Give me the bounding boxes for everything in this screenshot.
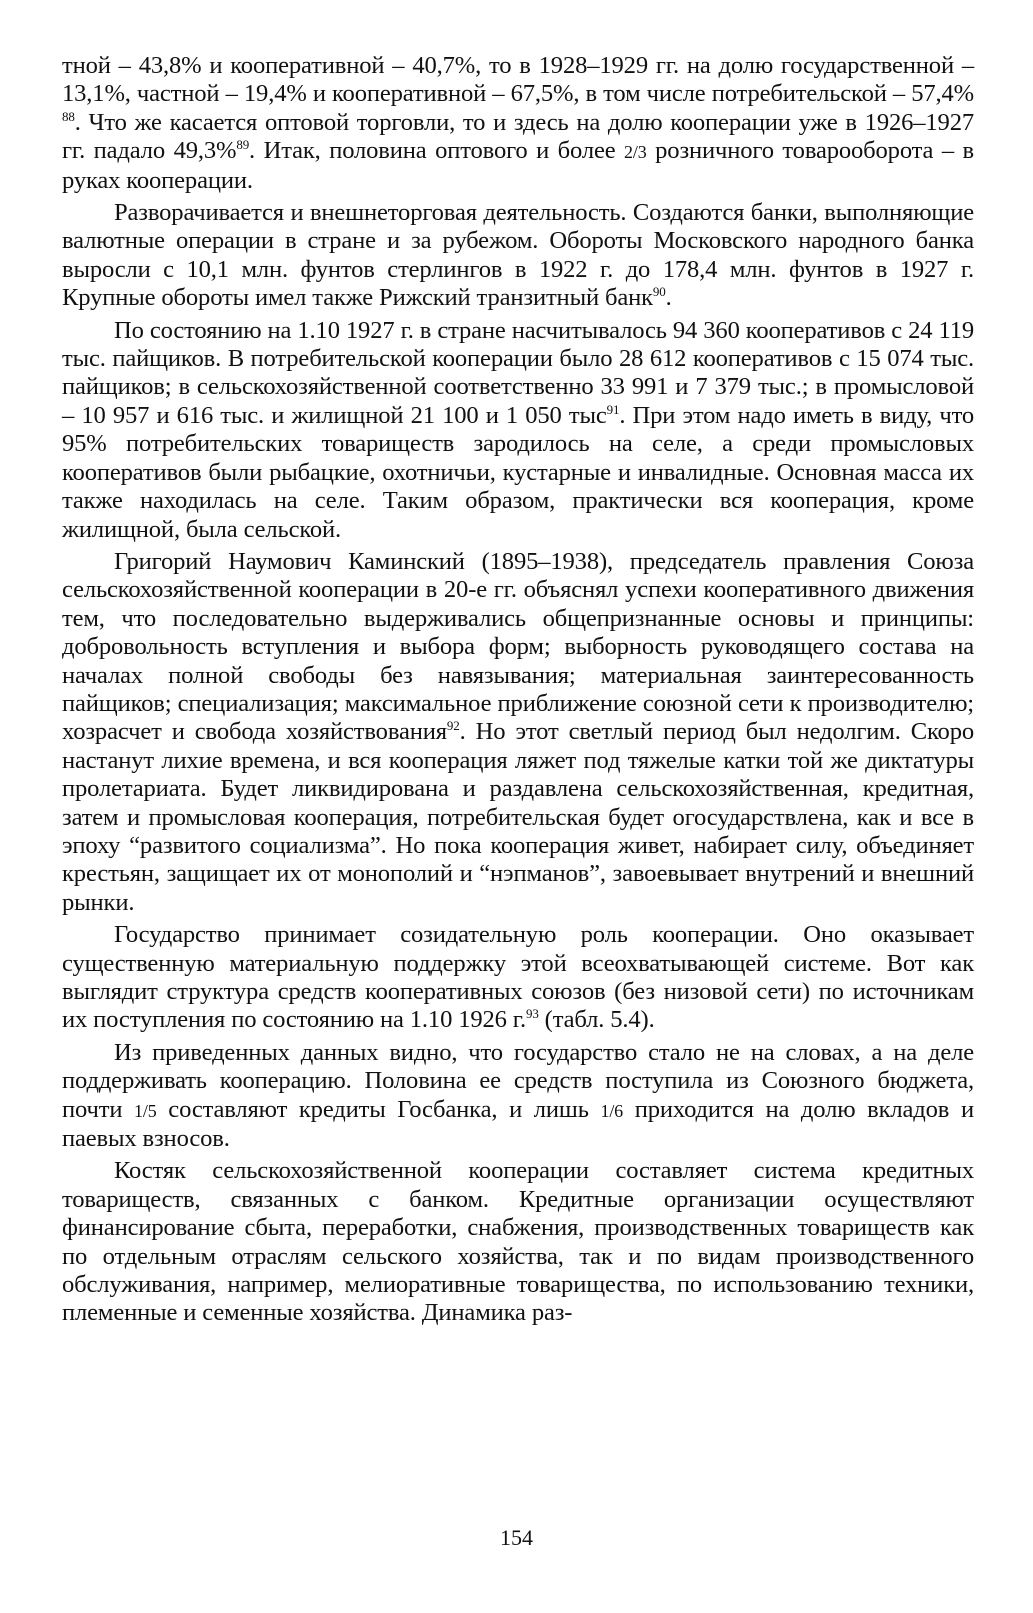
text-run: . Итак, половина оптового и более <box>249 137 625 165</box>
text-run: (табл. 5.4). <box>538 1006 655 1034</box>
paragraph-6 <box>62 1039 974 1154</box>
text-run: . Что же касается оптовой торговли, то и здесь на долю кооперации уже в 1926–1927 гг. падало 49,3% <box>62 108 974 165</box>
text-run: Костяк сельскохозяйственной кооперации составляет система кредитных товариществ, связанных с банком. Кредитные организации осуществляют финансирование сбыта, переработки, снабжения, производственных товариществ как по отдельным отраслям сельского хозяйства, так и по видам производственного обслуживания, например, мелиоративные товарищества, по использованию техники, племенные и семенные хозяйства. Динамика раз- <box>62 1157 974 1327</box>
text-run: . Но этот светлый период был недолгим. Скоро настанут лихие времена, и вся кооперация ляжет под тяжелые катки той же диктатуры пролетариата. Будет ликвидирована и раздавлена сельскохозяйственная, кредитная, затем и промысловая кооперация, потребительская будет огосударствлена, как и все в эпоху “развитого социализма”. Но пока кооперация живет, набирает силу, объединяет крестьян, защищает их от монополий и “нэпманов”, завоевывает внутрений и внешний рынки. <box>62 718 974 916</box>
footnote-ref: 88 <box>62 108 75 124</box>
text-run: Из приведенных данных видно, что государство стало не на словах, а на деле поддерживать кооперацию. Половина ее средств поступила из Союзного бюджета, почти <box>62 1038 974 1123</box>
footnote-ref: 92 <box>446 718 460 734</box>
footnote-ref: 90 <box>652 284 666 300</box>
text-run: Государство принимает созидательную роль кооперации. Оно оказывает существенную материальную поддержку этой всеохватывающей системе. Вот как выглядит структура средств кооперативных союзов (без низовой сети) по источникам их поступления по состоянию на 1.10 1926 г. <box>62 921 974 1034</box>
fraction: 1/6 <box>600 1100 624 1121</box>
footnote-ref: 93 <box>525 1006 539 1022</box>
text-run: приходится на долю вкладов и паевых взносов. <box>62 1095 974 1153</box>
paragraph-1 <box>62 52 974 195</box>
paragraph-3 <box>62 317 974 544</box>
paragraph-7 <box>62 1157 974 1327</box>
text-run: Разворачивается и внешнеторговая деятельность. Создаются банки, выполняющие валютные операции в стране и за рубежом. Обороты Московского народного банка выросли с 10,1 млн. фунтов стерлингов в 1922 г. до 178,4 млн. фунтов в 1927 г. Крупные обороты имел также Рижский транзитный банк <box>62 199 974 312</box>
fraction: 1/5 <box>134 1100 157 1121</box>
page-body <box>62 52 974 1332</box>
page-number: 154 <box>500 1525 533 1550</box>
text-run: . При этом надо иметь в виду, что 95% потребительских товариществ зародилось на селе, а среди промысловых кооперативов были рыбацкие, охотничьи, кустарные и инвалидные. Основная масса их также находилась на селе. Таким образом, практически вся кооперация, кроме жилищной, была сельской. <box>62 401 975 543</box>
text-run: розничного товарооборота – в руках кооперации. <box>62 137 975 194</box>
footnote-ref: 91 <box>606 401 620 417</box>
text-run: составляют кредиты Госбанка, и лишь <box>156 1095 601 1123</box>
paragraph-2 <box>62 199 974 313</box>
text-run: . <box>665 284 672 312</box>
paragraph-5 <box>62 921 974 1035</box>
text-run: По состоянию на 1.10 1927 г. в стране насчитывалось 94 360 кооперативов с 24 119 тыс. пайщиков. В потребительской кооперации было 28 612 кооперативов с 15 074 тыс. пайщиков; в сельскохозяйственной соответственно 33 991 и 7 379 тыс.; в промысловой – 10 957 и 616 тыс. и жилищной 21 100 и 1 050 тыс <box>62 316 974 429</box>
footnote-ref: 89 <box>236 137 250 153</box>
text-run: Григорий Наумович Каминский (1895–1938), председатель правления Союза сельскохозяйственной кооперации в 20-е гг. объяснял успехи кооперативного движения тем, что последовательно выдерживались общепризнанные основы и принципы: добровольность вступления и выбора форм; выборность руководящего состава на началах полной свободы без навязывания; материальная заинтересованность пайщиков; специализация; максимальное приближение союзной сети к производителю; хозрасчет и свобода хозяйствования <box>62 547 974 746</box>
text-run: тной – 43,8% и кооперативной – 40,7%, то в 1928–1929 гг. на долю государственной – 13,1%, частной – 19,4% и кооперативной – 67,5%, в том числе потребительской – 57,4% <box>62 52 974 108</box>
paragraph-4 <box>62 548 974 917</box>
fraction: 2/3 <box>624 142 647 163</box>
